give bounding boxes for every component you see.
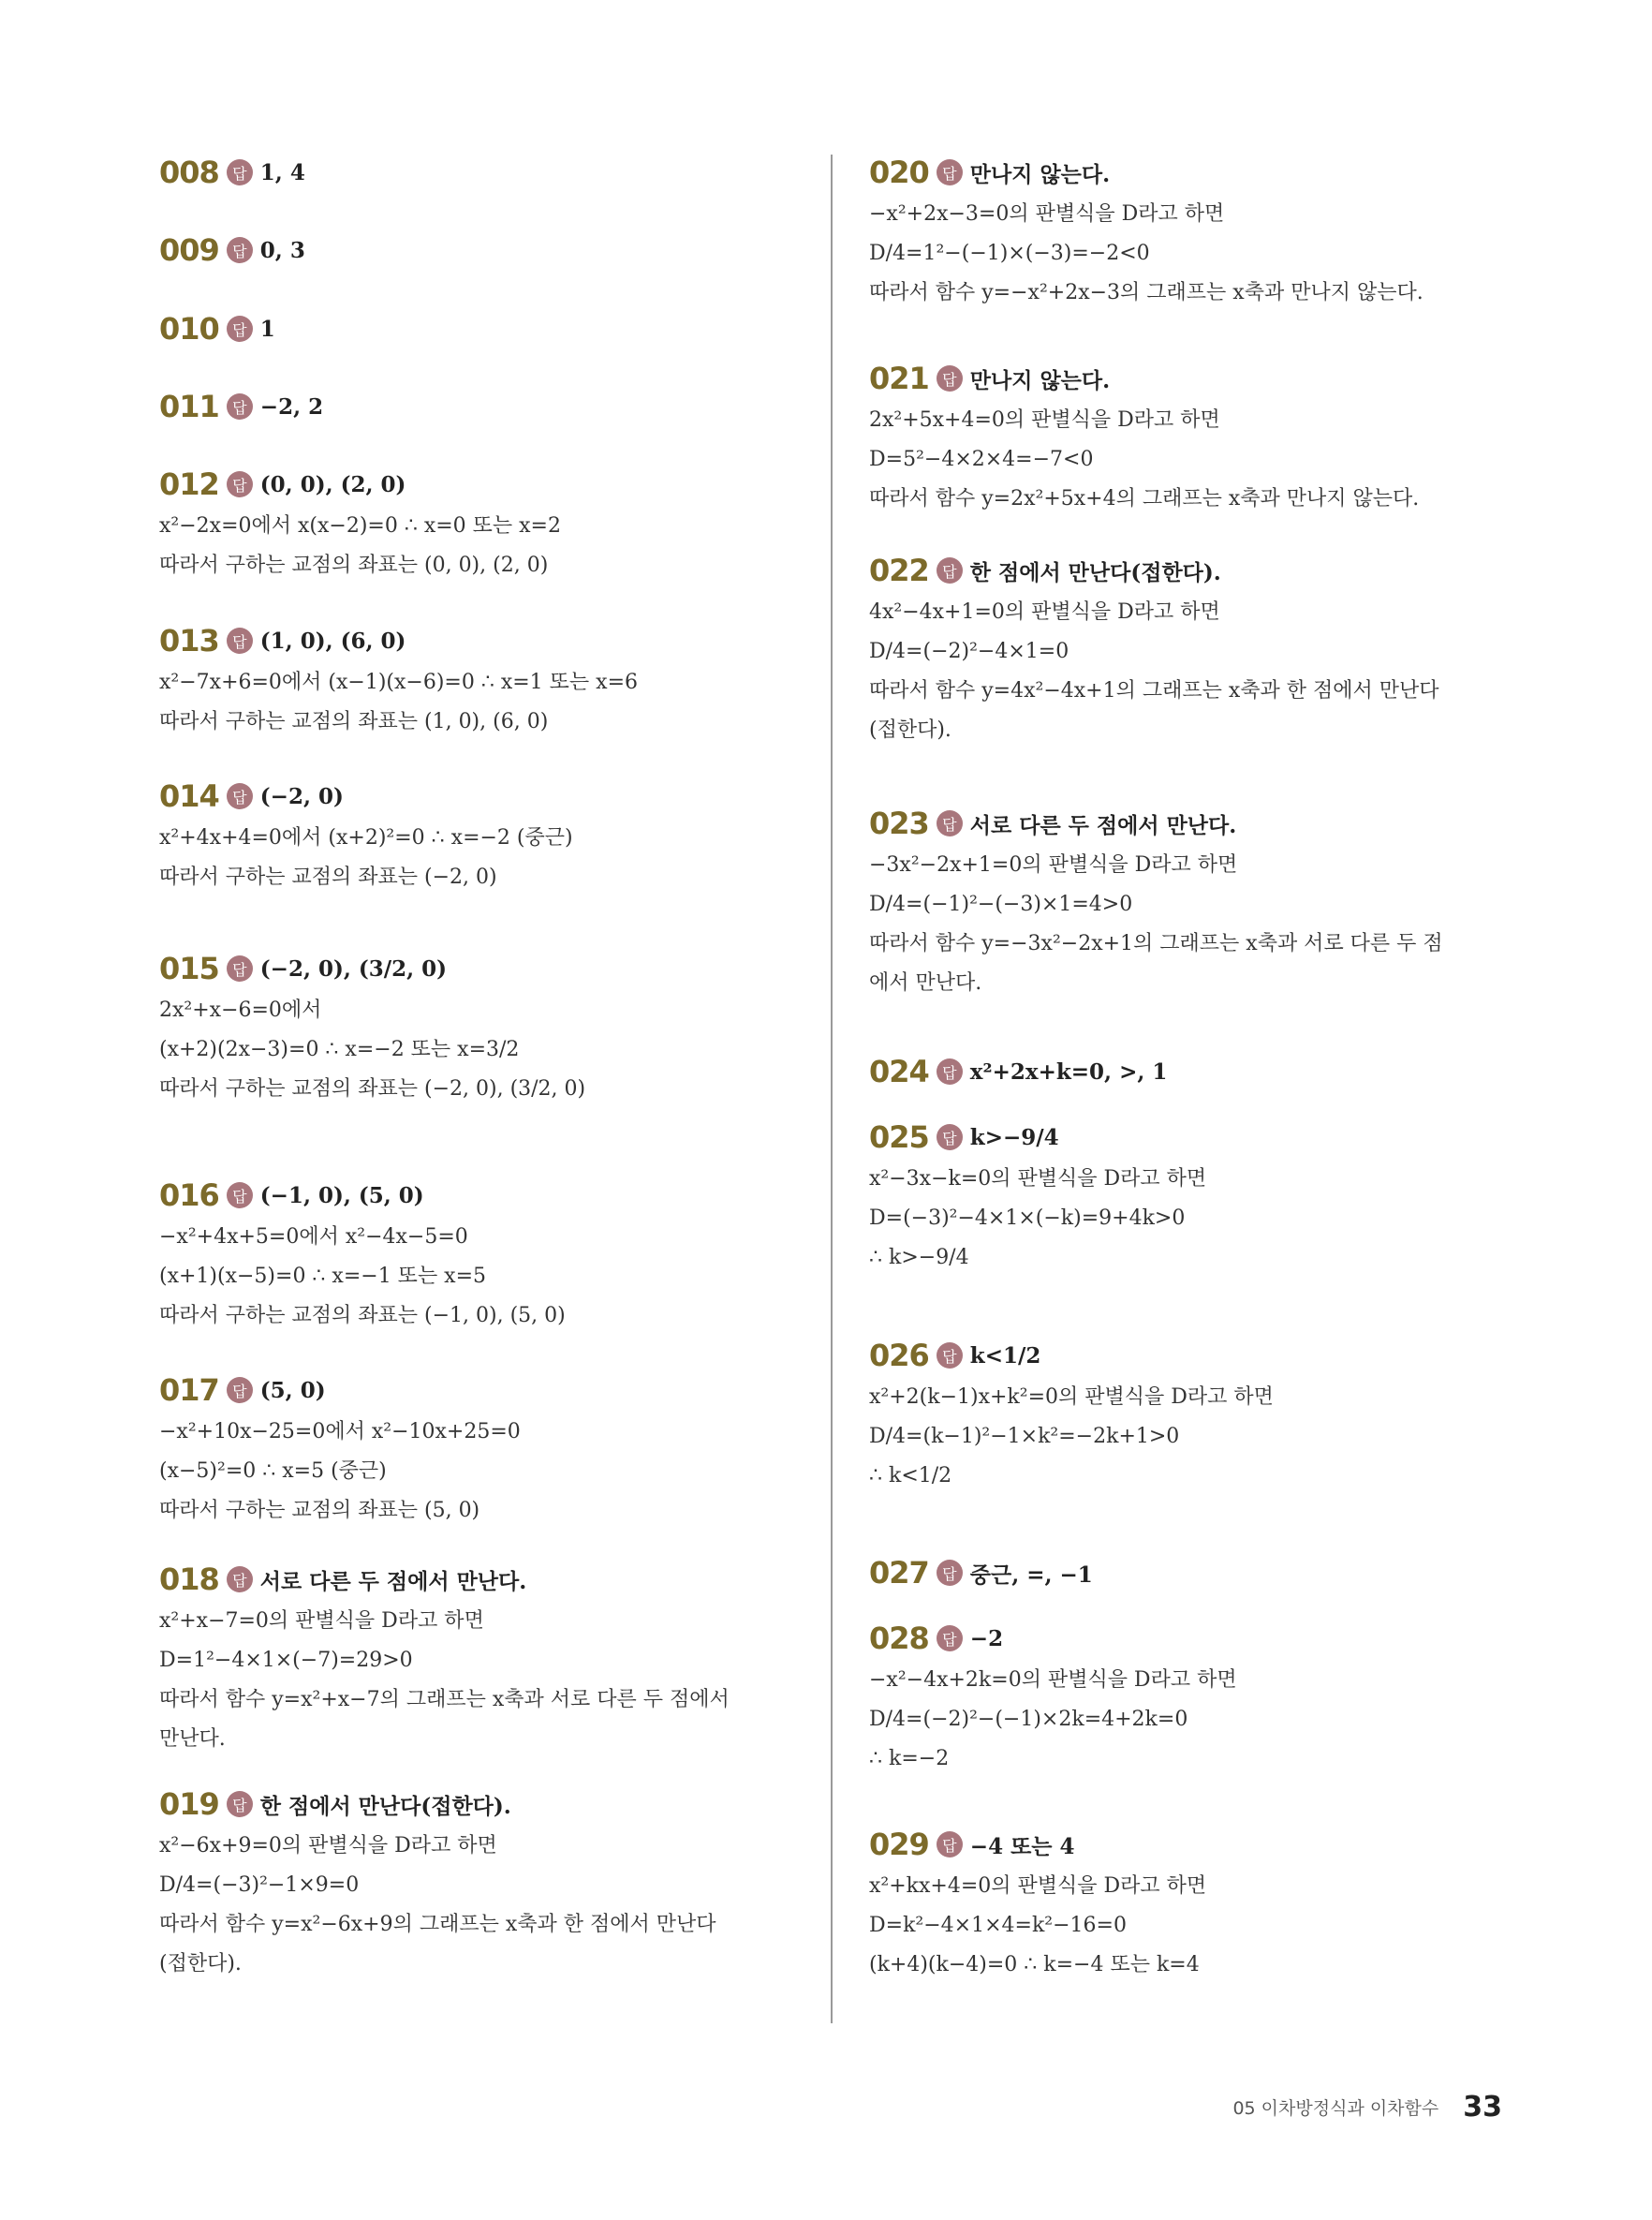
solution-line: ∴ k=−2	[869, 1747, 950, 1770]
problem-header	[159, 1782, 805, 1827]
problem-number: 015	[159, 951, 219, 986]
problem-header	[159, 618, 805, 663]
answer-text: 만나지 않는다.	[969, 367, 1111, 393]
problem-number: 019	[159, 1786, 219, 1822]
problem-header	[159, 306, 805, 351]
problem-header	[159, 150, 805, 195]
answer-badge-icon: 답	[937, 1124, 963, 1150]
answer-badge-icon: 답	[937, 365, 963, 392]
problem-009	[159, 228, 805, 273]
problem-header	[159, 1368, 805, 1413]
answer-text: (5, 0)	[259, 1377, 326, 1403]
solution-line: 에서 만난다.	[869, 971, 982, 995]
problem-number: 014	[159, 778, 219, 814]
problem-020	[869, 150, 1515, 313]
problem-024	[869, 1049, 1515, 1094]
problem-number: 028	[869, 1621, 929, 1656]
solution-line: 따라서 구하는 교점의 좌표는 (1, 0), (6, 0)	[159, 710, 549, 733]
answer-badge-icon: 답	[227, 955, 253, 982]
problem-019	[159, 1782, 805, 1984]
solution-line: (k+4)(k−4)=0 ∴ k=−4 또는 k=4	[869, 1953, 1200, 1976]
solution-line: 따라서 함수 y=−x²+2x−3의 그래프는 x축과 만나지 않는다.	[869, 281, 1423, 304]
solution-line: D/4=(−2)²−4×1=0	[869, 640, 1069, 663]
answer-text: x²+2x+k=0, >, 1	[969, 1058, 1168, 1085]
problem-header	[869, 1822, 1515, 1867]
answer-badge-icon: 답	[937, 1625, 963, 1651]
problem-header	[869, 801, 1515, 846]
problem-header	[869, 1333, 1515, 1378]
solution-line: −x²+2x−3=0의 판별식을 D라고 하면	[869, 202, 1225, 226]
answer-badge-icon: 답	[227, 628, 253, 654]
answer-badge-icon: 답	[937, 1560, 963, 1586]
problem-016	[159, 1173, 805, 1336]
answer-text: (−2, 0), (3/2, 0)	[259, 955, 448, 982]
problem-header	[869, 150, 1515, 195]
solution-line: x²−3x−k=0의 판별식을 D라고 하면	[869, 1167, 1207, 1191]
problem-018	[159, 1557, 805, 1759]
problem-029	[869, 1822, 1515, 1985]
problem-number: 012	[159, 466, 219, 502]
solution-line: 따라서 구하는 교점의 좌표는 (−2, 0), (3/2, 0)	[159, 1077, 586, 1101]
solution-line: D=5²−4×2×4=−7<0	[869, 448, 1094, 471]
problem-header	[159, 946, 805, 991]
problem-number: 026	[869, 1338, 929, 1373]
problem-header	[869, 356, 1515, 401]
answer-badge-icon: 답	[227, 159, 253, 185]
solution-line: 따라서 구하는 교점의 좌표는 (0, 0), (2, 0)	[159, 554, 549, 577]
answer-badge-icon: 답	[227, 237, 253, 263]
answer-text: k>−9/4	[969, 1124, 1059, 1150]
problem-number: 021	[869, 361, 929, 396]
answer-badge-icon: 답	[227, 1566, 253, 1592]
solution-line: 2x²+x−6=0에서	[159, 999, 322, 1022]
answer-text: −4 또는 4	[969, 1833, 1075, 1859]
solution-line: −x²+4x+5=0에서 x²−4x−5=0	[159, 1225, 468, 1249]
problem-number: 009	[159, 232, 219, 268]
problem-number: 022	[869, 553, 929, 588]
solution-line: (x−5)²=0 ∴ x=5 (중근)	[159, 1459, 387, 1483]
problem-010	[159, 306, 805, 351]
answer-text: 한 점에서 만난다(접한다).	[259, 1793, 511, 1819]
answer-badge-icon: 답	[227, 1182, 253, 1208]
problem-header	[159, 462, 805, 507]
solution-line: D=k²−4×1×4=k²−16=0	[869, 1914, 1127, 1937]
solution-line: ∴ k>−9/4	[869, 1246, 969, 1269]
problem-027	[869, 1550, 1515, 1595]
problem-number: 011	[159, 389, 219, 424]
solution-line: (x+1)(x−5)=0 ∴ x=−1 또는 x=5	[159, 1265, 487, 1288]
problem-014	[159, 774, 805, 897]
column-divider	[831, 155, 833, 2023]
solution-line: D/4=(−2)²−(−1)×2k=4+2k=0	[869, 1708, 1188, 1731]
answer-badge-icon: 답	[227, 1791, 253, 1817]
problem-013	[159, 618, 805, 742]
answer-text: 서로 다른 두 점에서 만난다.	[259, 1568, 527, 1594]
solution-line: 2x²+5x+4=0의 판별식을 D라고 하면	[869, 408, 1220, 432]
solution-line: x²+2(k−1)x+k²=0의 판별식을 D라고 하면	[869, 1385, 1274, 1409]
solution-line: 따라서 함수 y=4x²−4x+1의 그래프는 x축과 한 점에서 만난다	[869, 679, 1439, 703]
answer-text: 중근, =, −1	[969, 1561, 1093, 1588]
solution-line: D/4=(k−1)²−1×k²=−2k+1>0	[869, 1425, 1180, 1448]
answer-badge-icon: 답	[227, 316, 253, 342]
page-footer	[1232, 2091, 1502, 2124]
problem-017	[159, 1368, 805, 1531]
solution-line: 따라서 구하는 교점의 좌표는 (−1, 0), (5, 0)	[159, 1304, 566, 1327]
answer-text: 0, 3	[259, 237, 305, 263]
problem-header	[159, 384, 805, 429]
page-number: 33	[1463, 2091, 1502, 2124]
problem-header	[869, 1616, 1515, 1661]
problem-number: 020	[869, 155, 929, 190]
problem-number: 023	[869, 806, 929, 841]
answer-text: (−1, 0), (5, 0)	[259, 1182, 424, 1208]
solution-line: 만난다.	[159, 1727, 226, 1751]
problem-header	[869, 548, 1515, 593]
solution-line: 따라서 구하는 교점의 좌표는 (5, 0)	[159, 1499, 480, 1522]
solution-line: D/4=(−3)²−1×9=0	[159, 1873, 360, 1897]
answer-badge-icon: 답	[937, 1058, 963, 1085]
problem-022	[869, 548, 1515, 750]
problem-028	[869, 1616, 1515, 1779]
problem-header	[159, 774, 805, 819]
problem-number: 025	[869, 1119, 929, 1155]
problem-header	[869, 1550, 1515, 1595]
problem-number: 016	[159, 1177, 219, 1213]
answer-text: 서로 다른 두 점에서 만난다.	[969, 812, 1237, 838]
solution-line: −x²+10x−25=0에서 x²−10x+25=0	[159, 1420, 521, 1443]
answer-badge-icon: 답	[937, 810, 963, 836]
solution-line: −3x²−2x+1=0의 판별식을 D라고 하면	[869, 853, 1238, 877]
answer-badge-icon: 답	[227, 471, 253, 497]
answer-text: 한 점에서 만난다(접한다).	[969, 559, 1221, 585]
problem-008	[159, 150, 805, 195]
solution-line: x²+x−7=0의 판별식을 D라고 하면	[159, 1609, 484, 1633]
solution-line: 따라서 함수 y=−3x²−2x+1의 그래프는 x축과 서로 다른 두 점	[869, 932, 1443, 955]
answer-text: −2	[969, 1625, 1004, 1651]
answer-text: 1, 4	[259, 159, 305, 185]
problem-012	[159, 462, 805, 585]
solution-line: x²+kx+4=0의 판별식을 D라고 하면	[869, 1874, 1207, 1898]
answer-badge-icon: 답	[227, 1377, 253, 1403]
solution-line: (접한다).	[159, 1952, 242, 1976]
problem-011	[159, 384, 805, 429]
problem-025	[869, 1115, 1515, 1278]
solution-line: 따라서 함수 y=x²−6x+9의 그래프는 x축과 한 점에서 만난다	[159, 1913, 716, 1936]
problem-header	[159, 1557, 805, 1602]
solution-line: −x²−4x+2k=0의 판별식을 D라고 하면	[869, 1668, 1237, 1692]
solution-line: ∴ k<1/2	[869, 1464, 952, 1487]
answer-badge-icon: 답	[227, 393, 253, 420]
solution-line: 따라서 함수 y=x²+x−7의 그래프는 x축과 서로 다른 두 점에서	[159, 1688, 730, 1711]
problem-number: 018	[159, 1561, 219, 1597]
solution-line: 4x²−4x+1=0의 판별식을 D라고 하면	[869, 600, 1220, 624]
problem-number: 029	[869, 1827, 929, 1862]
problem-021	[869, 356, 1515, 519]
solution-line: x²−6x+9=0의 판별식을 D라고 하면	[159, 1834, 497, 1857]
problem-number: 010	[159, 311, 219, 347]
problem-header	[159, 228, 805, 273]
solution-line: (x+2)(2x−3)=0 ∴ x=−2 또는 x=3/2	[159, 1038, 520, 1061]
answer-text: (0, 0), (2, 0)	[259, 471, 406, 497]
problem-number: 027	[869, 1555, 929, 1591]
answer-text: (−2, 0)	[259, 783, 344, 809]
problem-015	[159, 946, 805, 1109]
answer-badge-icon: 답	[937, 159, 963, 185]
answer-text: k<1/2	[969, 1342, 1041, 1369]
solution-line: 따라서 함수 y=2x²+5x+4의 그래프는 x축과 만나지 않는다.	[869, 487, 1420, 511]
solution-line: 따라서 구하는 교점의 좌표는 (−2, 0)	[159, 866, 497, 889]
answer-text: 1	[259, 316, 275, 342]
answer-badge-icon: 답	[937, 557, 963, 584]
answer-badge-icon: 답	[937, 1342, 963, 1369]
answer-badge-icon: 답	[937, 1831, 963, 1857]
problem-026	[869, 1333, 1515, 1496]
problem-header	[869, 1049, 1515, 1094]
problem-header	[159, 1173, 805, 1218]
solution-line: (접한다).	[869, 718, 951, 742]
answer-text: (1, 0), (6, 0)	[259, 628, 406, 654]
problem-023	[869, 801, 1515, 1003]
answer-text: 만나지 않는다.	[969, 161, 1111, 187]
solution-line: D/4=1²−(−1)×(−3)=−2<0	[869, 242, 1150, 265]
solution-line: x²+4x+4=0에서 (x+2)²=0 ∴ x=−2 (중근)	[159, 826, 573, 850]
chapter-title: 05 이차방정식과 이차함수	[1232, 2098, 1439, 2119]
answer-badge-icon: 답	[227, 783, 253, 809]
answer-text: −2, 2	[259, 393, 324, 420]
problem-header	[869, 1115, 1515, 1160]
problem-number: 024	[869, 1054, 929, 1089]
solution-line: D=1²−4×1×(−7)=29>0	[159, 1649, 413, 1672]
problem-number: 013	[159, 623, 219, 659]
problem-number: 017	[159, 1372, 219, 1408]
solution-line: x²−2x=0에서 x(x−2)=0 ∴ x=0 또는 x=2	[159, 514, 561, 538]
solution-line: D=(−3)²−4×1×(−k)=9+4k>0	[869, 1206, 1186, 1230]
problem-number: 008	[159, 155, 219, 190]
solution-line: D/4=(−1)²−(−3)×1=4>0	[869, 893, 1133, 916]
solution-line: x²−7x+6=0에서 (x−1)(x−6)=0 ∴ x=1 또는 x=6	[159, 671, 639, 694]
